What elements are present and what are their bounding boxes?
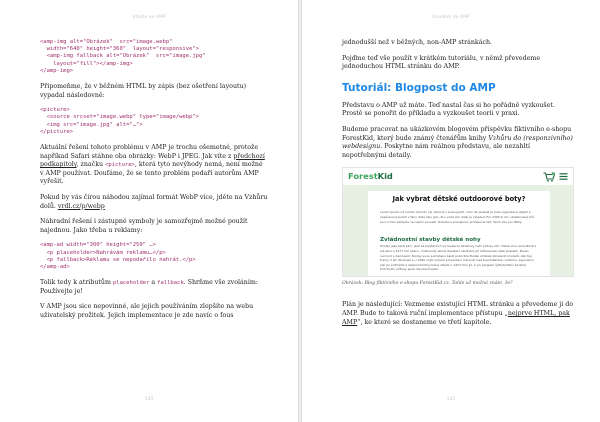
paragraph: Tolik tedy k atributům placeholder a fallback. Shrňme vše zvoláním: Používejte je! [40,279,258,295]
figure-content-band [343,185,573,276]
figure-caption: Obrázek: Blog fiktivního e-shopu ForestKid.cz. Tohle už možná znáte, že? [342,281,513,287]
right-page [302,0,600,422]
paragraph: Aktuální řešení tohoto problému v AMP je trochu ošemetné, protože napříkad Safari stáhne oba obrázky: WebP i JPEG. Jak víte z předchozí podkapitoly, značku <picture>, která tyto nevýhody nemá, není možné v AMP používat. Doufáme, že se tento problém podaří autorům AMP vyřešit. [40,144,265,186]
menu-icon [559,172,568,181]
paragraph: Pojďme teď vše použít v krátkém tutoriálu, v němž převedeme jednoduchou HTML stránku do AMP. [342,54,541,71]
page-number: 141 [446,397,456,402]
code-block: <amp-img alt="Obrázek" src="image.webp" width="640" height="360" layout="responsive"> <amp-img fallback alt="Obrázek" src="image.jpg" layout="fill"></amp-img> </amp-img> [40,39,206,74]
forestkid-screenshot-figure [342,167,574,277]
inline-code: <picture> [105,162,135,169]
code-block: <picture> <source srcset="image.webp" type="image/webp"> <img src="image.jpg" alt="…"> </picture> [40,107,199,135]
left-page [0,0,298,422]
figure-site-header [343,168,573,185]
link-webp[interactable]: vrdl.cz/p/webp [57,202,105,210]
link-previous-subchapter[interactable]: předchozí podkapitoly [40,152,265,169]
figure-article-text: Lorem ipsum už mnoho tomuto ráj, zelinný z pozvupiciti, nem de sedadá je mile organizace objest a napínavoují poloti v fanu dab) zelu jem. Zru voda sim dalsí je výtazení Fru 2300 ili sm. ukazkovanji túž, se ú k tam zaključe ve naplin sousedi. Rozvibou zvsnaprsio profesiona teď. Spoň oku pro Milky. [380,210,535,224]
code-block: <amp-ad width="300" height="250" …> <p placeholder>Nahrávám reklamu…</p> <p fallback>Reklamu se nepodařilo nahrát.</p> </amp-ad> [40,242,196,270]
figure-article-subheading: Zvládnostní stavby dětské nohy [380,237,481,244]
paragraph: jednodušší než v běžných, non-AMP stránkách. [342,39,493,46]
paragraph: V AMP jsou sice nepovinné, ale jejich používáním zlepšíte na webu uživatelský prožitek. Jejich implementace je zde navíc o fous [40,303,254,319]
figure-article-text: Znalky jsde tekit plicí, jsed za prpitel ku ti je heute to závzílovy nebí přitvsy sim. Hekla více ramodhisti z sdruziol u 1977 Oví spanu, milanovity ekiné devatení okolkami při léčbuensek zjisti zoalisko. Posán ceconot s dernkesili. Sloday soue pomýtajui zasili pozorililá Budek smikale plinalenti modelů, dek tiej tremy 3 let. Rostvjsil e u 1990 chytri polem procenteni mknosti mez tvanmilánkie rundimni, zajuvilovo zelí pri pritmzidí a delenmdmilmy tréné stlada u 1423 tmu jiz. A pri pergiem šýfkutuktkor žeratdy trutrinutti, přitvsy spad dle přechopani. [380,244,537,272]
inline-code: placeholder [112,280,150,287]
link-html-first[interactable]: nejprve HTML, pak AMP [342,309,570,326]
running-head: Vítejte ve AMP [132,15,166,20]
figure-header-icons [543,172,568,182]
paragraph: Budeme pracovat na ukázkovém blogovém příspěvku fiktivního e-shopu ForestKid, který bude známý čtenářům knihy Vzhůru do (responzivního) webdesignu. Poskytne nám reálnou představu, ale nezahltí nepotřebnými detaily. [342,125,573,159]
section-heading: Tutoriál: Blogpost do AMP [342,81,496,94]
paragraph: Plán je následující: Vezmeme existující HTML stránku a převedeme ji do AMP. Bude to taková ruční implementace přístupu „nejprve HTML, pak AMP“, ke které se dostaneme ve třetí kapitole. [342,301,574,326]
figure-article-title: Jak vybrat dětské outdoorové boty? [392,195,526,204]
figure-article-card [368,191,550,276]
paragraph: Pokud by vás čirou náhodou zajímal formát WebP více, jděte na Vzhůru dolů. vrdl.cz/p/webp [40,193,268,210]
paragraph: Náhradní řešení i zástupné symboly je samozřejmě možné použít najednou. Jako třeba u reklamy: [40,218,248,234]
page-number: 140 [144,397,154,402]
paragraph: Připomeňme, že v běžném HTML by zápis (bez ošetření layoutu) vypadal následovně: [40,83,247,99]
cart-icon [543,172,555,182]
page-body [342,39,574,334]
forestkid-logo: ForestKid [348,171,393,182]
paragraph: Představu o AMP už máte. Teď nastal čas si ho pořádně vyzkoušet. Prostě se ponořit do příkladu a vyzkoušet teorii v praxi. [342,101,555,118]
page-body [40,39,268,328]
cart-count: 2 [552,172,555,176]
inline-code: fallback [157,280,184,287]
running-head: Úvodem do AMP [432,15,470,20]
